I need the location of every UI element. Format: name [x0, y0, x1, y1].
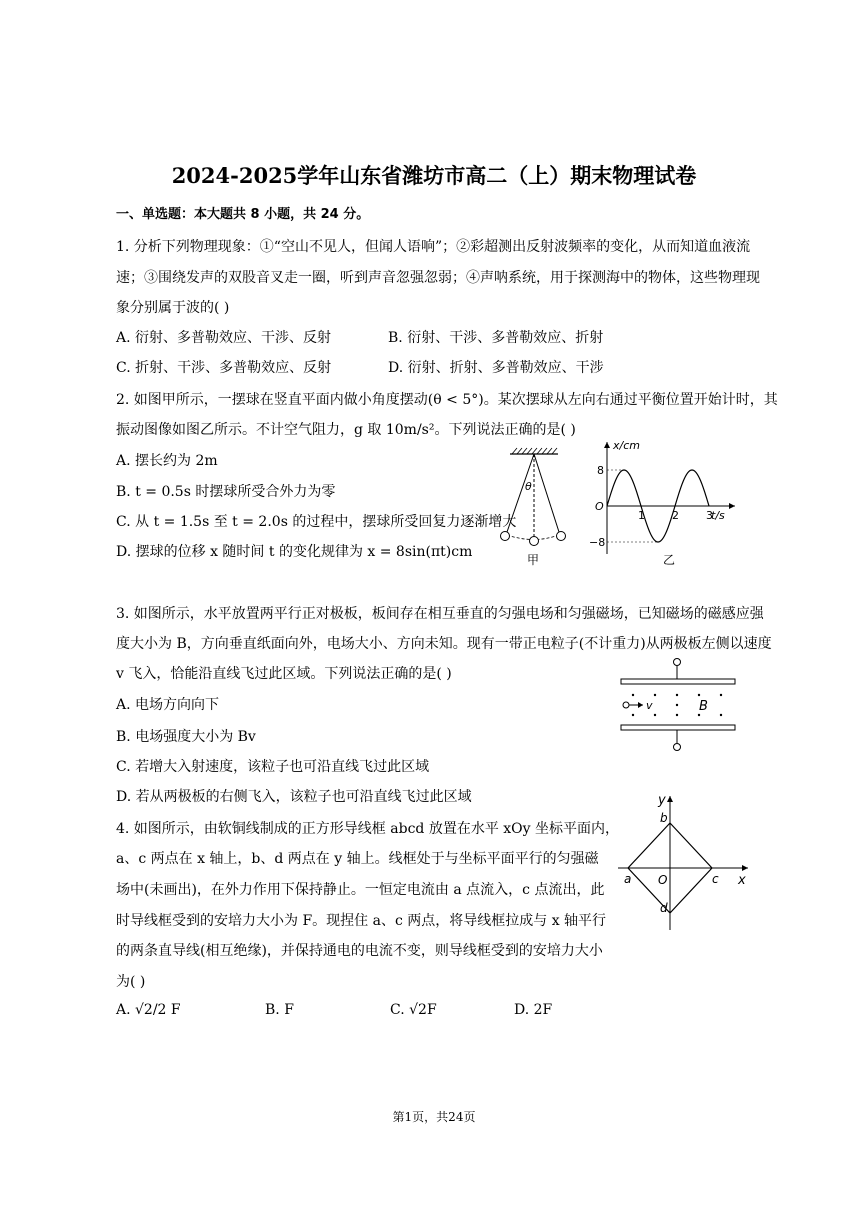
- q2-option-b: B. t = 0.5s 时摆球所受合外力为零: [116, 484, 336, 500]
- plates-figure: [615, 655, 740, 755]
- point-a-label: a: [624, 872, 632, 886]
- q2-option-a: A. 摆长约为 2m: [116, 453, 218, 469]
- q4-line-4: 时导线框受到的安培力大小为 F。现捏住 a、c 两点，将导线框拉成与 x 轴平行: [116, 913, 607, 929]
- x-tick-label: 3: [706, 509, 713, 522]
- point-d-label: d: [660, 901, 668, 915]
- q3-line-2: 度大小为 B，方向垂直纸面向外，电场大小、方向未知。现有一带正电粒子(不计重力)从两极板左侧以速度: [116, 636, 772, 652]
- q2-line-1: 2. 如图甲所示，一摆球在竖直平面内做小角度摆动(θ < 5°)。某次摆球从左向右通过平衡位置开始计时，其: [116, 392, 778, 408]
- point-b-label: b: [660, 811, 668, 825]
- q3-option-d: D. 若从两极板的右侧飞入，该粒子也可沿直线飞过此区域: [116, 789, 472, 805]
- theta-label: θ: [525, 480, 532, 493]
- q4-line-6: 为( ): [116, 974, 146, 990]
- q2-line-2: 振动图像如图乙所示。不计空气阻力，g 取 10m/s²。下列说法正确的是( ): [116, 422, 576, 438]
- q4-line-1: 4. 如图所示，由软铜线制成的正方形导线框 abcd 放置在水平 xOy 坐标平面内，: [116, 821, 620, 837]
- x-axis-name: x: [738, 873, 746, 888]
- q3-option-b: B. 电场强度大小为 Bv: [116, 729, 256, 745]
- q1-line-2: 速；③围绕发声的双股音叉走一圈，听到声音忽强忽弱；④声呐系统，用于探测海中的物体，这些物理现: [116, 270, 760, 286]
- q3-option-c: C. 若增大入射速度，该粒子也可沿直线飞过此区域: [116, 759, 430, 775]
- q1-option-c: C. 折射、干涉、多普勒效应、反射: [116, 360, 332, 376]
- y-tick-label: 8: [597, 464, 604, 477]
- oscillation-chart: [585, 436, 745, 570]
- page-footer: 第1页，共24页: [392, 1110, 476, 1124]
- q2-option-c: C. 从 t = 1.5s 至 t = 2.0s 的过程中，摆球所受回复力逐渐增大: [116, 514, 517, 530]
- q4-option-b: B. F: [265, 1002, 294, 1018]
- q1-option-d: D. 衍射、折射、多普勒效应、干涉: [388, 360, 604, 376]
- q4-option-c: C. √2F: [390, 1002, 437, 1018]
- fig-jia-caption: 甲: [527, 553, 540, 567]
- y-axis-name: y: [658, 793, 666, 808]
- page-title: 2024-2025学年山东省潍坊市高二（上）期末物理试卷: [171, 163, 697, 188]
- q2-option-d: D. 摆球的位移 x 随时间 t 的变化规律为 x = 8sin(πt)cm: [116, 544, 473, 560]
- q4-option-d: D. 2F: [514, 1002, 553, 1018]
- q1-line-3: 象分别属于波的( ): [116, 300, 230, 316]
- origin-o-label: O: [658, 873, 668, 887]
- q4-line-5: 的两条直导线(相互绝缘)，并保持通电的电流不变，则导线框受到的安培力大小: [116, 943, 603, 959]
- origin-label: O: [595, 500, 604, 513]
- field-b-label: B: [699, 699, 708, 714]
- y-axis-label: x/cm: [613, 439, 640, 452]
- q1-option-a: A. 衍射、多普勒效应、干涉、反射: [116, 330, 332, 346]
- q4-line-2: a、c 两点在 x 轴上，b、d 两点在 y 轴上。线框处于与坐标平面平行的匀强磁: [116, 851, 599, 867]
- q3-option-a: A. 电场方向向下: [116, 697, 220, 713]
- x-tick-label: 2: [672, 509, 679, 522]
- x-axis-label: t/s: [711, 509, 725, 522]
- pendulum-figure: [490, 440, 580, 570]
- point-c-label: c: [712, 872, 719, 886]
- y-tick-label: −8: [589, 536, 606, 549]
- wire-frame-figure: [610, 788, 755, 938]
- q3-line-3: v 飞入，恰能沿直线飞过此区域。下列说法正确的是( ): [116, 666, 452, 682]
- x-tick-label: 1: [638, 509, 645, 522]
- q3-line-1: 3. 如图所示，水平放置两平行正对极板，板间存在相互垂直的匀强电场和匀强磁场，已知磁场的磁感应强: [116, 606, 764, 622]
- q1-option-b: B. 衍射、干涉、多普勒效应、折射: [388, 330, 604, 346]
- q1-line-1: 1. 分析下列物理现象：①“空山不见人，但闻人语响”；②彩超测出反射波频率的变化，从而知道血液流: [116, 239, 751, 255]
- fig-yi-caption: 乙: [663, 553, 676, 567]
- q4-option-a: A. √2/2 F: [116, 1002, 181, 1018]
- q4-line-3: 场中(未画出)，在外力作用下保持静止。一恒定电流由 a 点流入，c 点流出，此: [116, 882, 605, 898]
- velocity-label: v: [646, 699, 653, 712]
- section-heading: 一、单选题：本大题共 8 小题，共 24 分。: [116, 207, 370, 222]
